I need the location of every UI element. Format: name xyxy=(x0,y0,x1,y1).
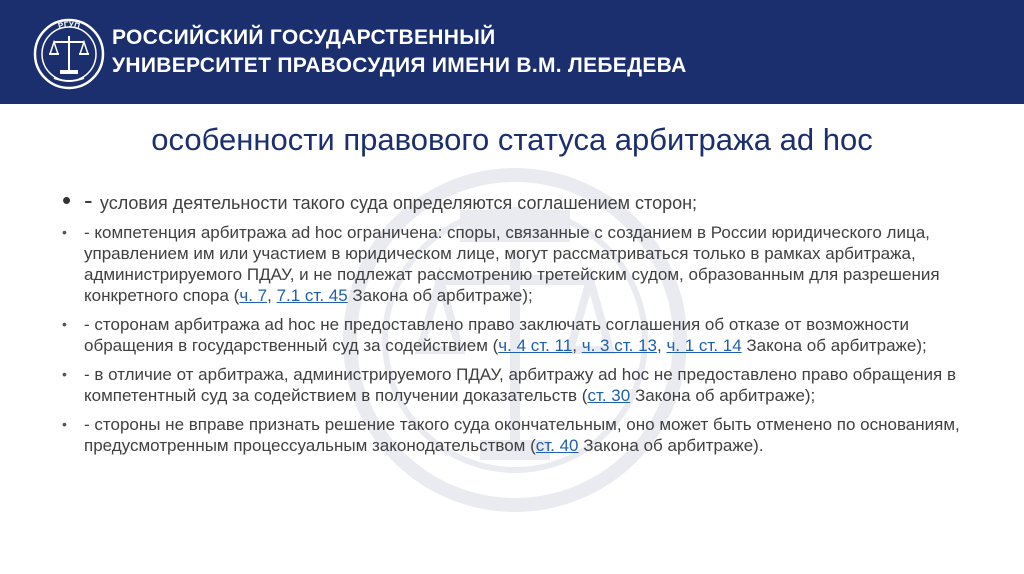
item-dash: - xyxy=(84,415,95,434)
university-name xyxy=(112,24,687,80)
item-text: сторонам арбитража ad hoc не предоставлено право заключать соглашения об отказе от возможности обращения в государственный суд за содействием ( xyxy=(84,315,910,355)
law-link[interactable]: 7.1 ст. 45 xyxy=(276,286,348,305)
university-name-line1: РОССИЙСКИЙ ГОСУДАРСТВЕННЫЙ xyxy=(112,26,496,49)
bullet-icon: • xyxy=(62,366,67,382)
list-item xyxy=(62,414,982,456)
item-separator: , xyxy=(267,286,277,305)
bullet-icon: • xyxy=(62,316,67,332)
list-item xyxy=(62,222,982,306)
slide-title: особенности правового статуса арбитража ad hoc xyxy=(151,122,873,157)
item-text-tail: Закона об арбитраже); xyxy=(630,386,816,405)
law-link[interactable]: ч. 7 xyxy=(239,286,268,305)
item-dash: - xyxy=(84,315,95,334)
bullet-icon: • xyxy=(62,185,72,215)
item-separator: , xyxy=(656,336,667,355)
item-text: стороны не вправе признать решение такого суда окончательным, оно может быть отменено по основаниям, предусмотренным процессуальным законодательством ( xyxy=(84,415,960,455)
list-item xyxy=(62,364,982,406)
item-text-tail: Закона об арбитраже); xyxy=(741,336,927,355)
header-bar xyxy=(0,0,1024,104)
list-item xyxy=(62,185,982,215)
item-text: в отличие от арбитража, администрируемого ПДАУ, арбитражу ad hoc не предоставлено право обращения в компетентный суд за содействием в получении доказательств ( xyxy=(84,365,956,405)
list-item xyxy=(62,314,982,356)
item-text: условия деятельности такого суда определяются соглашением сторон; xyxy=(99,193,698,213)
law-link[interactable]: ч. 1 ст. 14 xyxy=(666,336,742,355)
item-dash: - xyxy=(84,365,95,384)
item-dash: - xyxy=(84,223,95,242)
university-name-line2: УНИВЕРСИТЕТ ПРАВОСУДИЯ ИМЕНИ В.М. ЛЕБЕДЕВА xyxy=(112,54,687,77)
law-link[interactable]: ст. 40 xyxy=(535,436,579,455)
law-link[interactable]: ст. 30 xyxy=(587,386,631,405)
item-text: компетенция арбитража ad hoc ограничена: споры, связанные с созданием в России юридического лица, управлением им или участием в юридическом лице, могут рассматриваться только в рамках арбитража, администрируемого ПДАУ, и не подлежат рассмотрению третейским судом, образованным для разрешения конкретного спора ( xyxy=(84,223,940,305)
bullet-icon: • xyxy=(62,224,67,240)
law-link[interactable]: ч. 3 ст. 13 xyxy=(581,336,657,355)
item-separator: , xyxy=(572,336,582,355)
law-link[interactable]: ч. 4 ст. 11 xyxy=(498,336,573,355)
university-logo-icon xyxy=(32,12,106,94)
bullet-icon: • xyxy=(62,416,67,432)
item-dash: - xyxy=(84,185,100,215)
item-text-tail: Закона об арбитраже). xyxy=(578,436,764,455)
item-text-tail: Закона об арбитраже); xyxy=(347,286,533,305)
svg-text:РГУП: РГУП xyxy=(57,19,81,31)
bullet-list xyxy=(62,185,982,464)
